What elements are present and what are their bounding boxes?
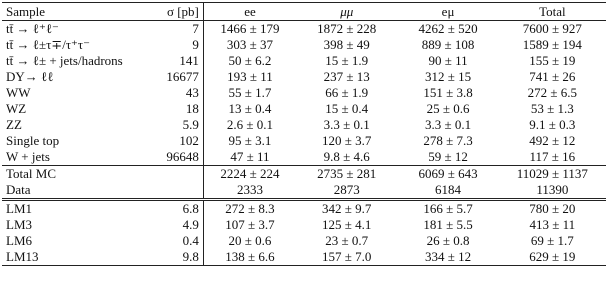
table-body xyxy=(2,21,606,266)
cell-mumu: 23 ± 0.7 xyxy=(325,233,369,248)
table-row xyxy=(2,53,606,69)
cell-total: 11029 ± 1137 xyxy=(499,166,606,183)
cell-ee: 1466 ± 179 xyxy=(220,21,280,36)
cell-total: 780 ± 20 xyxy=(499,200,606,218)
cell-total: 117 ± 16 xyxy=(529,149,576,164)
cell-mumu: 398 ± 49 xyxy=(323,37,370,52)
cell-total: 69 ± 1.7 xyxy=(530,233,574,248)
cell-ee: 193 ± 11 xyxy=(227,69,273,84)
cell-cross-section: 4.9 xyxy=(140,217,203,233)
cell-total: 7600 ± 927 xyxy=(522,21,582,36)
cell-cross-section: 18 xyxy=(140,101,203,117)
cell-emu: 166 ± 5.7 xyxy=(397,200,498,218)
cell-sample: tt̄ → ℓ±τ∓/τ⁺τ⁻ xyxy=(6,37,90,52)
cell-cross-section xyxy=(140,182,203,200)
cell-emu: 26 ± 0.8 xyxy=(426,233,470,248)
cell-mumu: 120 ± 3.7 xyxy=(322,133,372,148)
table-row xyxy=(2,166,606,183)
header-emu-label: eμ xyxy=(441,3,455,19)
table-row xyxy=(2,133,606,149)
cell-ee: 138 ± 6.6 xyxy=(203,249,296,266)
cell-total: 492 ± 12 xyxy=(529,133,576,148)
header-mumu xyxy=(296,3,397,21)
cell-cross-section: 7 xyxy=(140,21,203,38)
cell-ee: 47 ± 11 xyxy=(230,149,270,164)
table-header-row xyxy=(2,3,606,21)
cell-mumu: 2873 xyxy=(333,182,360,197)
cell-sample: LM3 xyxy=(6,217,32,232)
cell-sample: tt̄ → ℓ⁺ℓ⁻ xyxy=(6,21,59,36)
cell-emu: 6184 xyxy=(435,182,462,197)
cell-emu: 90 ± 11 xyxy=(428,53,468,68)
table-row xyxy=(2,217,606,233)
header-cross-section: σ [pb] xyxy=(140,3,203,21)
cell-emu: 6069 ± 643 xyxy=(397,166,498,183)
cell-total: 155 ± 19 xyxy=(529,53,576,68)
cell-mumu: 9.8 ± 4.6 xyxy=(323,149,370,164)
cell-cross-section: 0.4 xyxy=(140,233,203,249)
cell-ee: 272 ± 8.3 xyxy=(203,200,296,218)
table-row xyxy=(2,69,606,85)
cell-ee: 303 ± 37 xyxy=(226,37,274,52)
cell-total: 272 ± 6.5 xyxy=(527,85,578,100)
cell-sample: ZZ xyxy=(6,117,22,132)
cell-emu: 59 ± 12 xyxy=(428,149,468,164)
table-row xyxy=(2,117,606,133)
cell-mumu: 3.3 ± 0.1 xyxy=(323,117,370,132)
header-mumu-label: μμ xyxy=(340,3,354,19)
cell-mumu: 125 ± 4.1 xyxy=(322,217,372,232)
cell-ee: 55 ± 1.7 xyxy=(228,85,272,100)
cell-sample: Single top xyxy=(6,133,60,148)
header-ee: ee xyxy=(203,3,296,21)
cell-cross-section: 9 xyxy=(140,37,203,53)
cell-emu: 25 ± 0.6 xyxy=(426,101,470,116)
yields-table xyxy=(2,2,606,266)
cell-sample: tt̄ → ℓ± + jets/hadrons xyxy=(6,53,123,68)
cell-sample: Total MC xyxy=(2,166,140,183)
table-row xyxy=(2,101,606,117)
cell-cross-section: 96648 xyxy=(140,149,203,166)
cell-mumu: 342 ± 9.7 xyxy=(296,200,397,218)
table-row xyxy=(2,37,606,53)
cell-cross-section: 16677 xyxy=(140,69,203,85)
cell-mumu: 2735 ± 281 xyxy=(296,166,397,183)
cell-total: 741 ± 26 xyxy=(529,69,576,84)
cell-ee: 2.6 ± 0.1 xyxy=(226,117,274,132)
header-total: Total xyxy=(499,3,606,21)
table-row xyxy=(2,21,606,38)
header-sample: Sample xyxy=(2,3,140,21)
cell-emu: 278 ± 7.3 xyxy=(423,133,473,148)
cell-sample: LM1 xyxy=(2,200,140,218)
cell-sample: WZ xyxy=(6,101,27,116)
cell-emu: 889 ± 108 xyxy=(421,37,475,52)
cell-sample: DY→ ℓℓ xyxy=(6,69,54,84)
cell-mumu: 237 ± 13 xyxy=(323,69,370,84)
cell-emu: 334 ± 12 xyxy=(397,249,498,266)
cell-cross-section xyxy=(140,166,203,183)
cell-cross-section: 5.9 xyxy=(140,117,203,133)
cell-emu: 312 ± 15 xyxy=(424,69,472,84)
cell-emu: 181 ± 5.5 xyxy=(423,217,473,232)
cell-cross-section: 141 xyxy=(140,53,203,69)
header-emu xyxy=(397,3,498,21)
cell-cross-section: 6.8 xyxy=(140,200,203,218)
cell-total: 53 ± 1.3 xyxy=(530,101,574,116)
cell-mumu: 15 ± 0.4 xyxy=(325,101,369,116)
cell-emu: 4262 ± 520 xyxy=(418,21,478,36)
table-row xyxy=(2,200,606,218)
cell-sample: WW xyxy=(6,85,31,100)
cell-ee: 50 ± 6.2 xyxy=(228,53,272,68)
cell-sample: W + jets xyxy=(6,149,50,164)
cell-emu: 3.3 ± 0.1 xyxy=(424,117,472,132)
cell-total: 629 ± 19 xyxy=(499,249,606,266)
cell-ee: 2224 ± 224 xyxy=(203,166,296,183)
cell-mumu: 15 ± 1.9 xyxy=(325,53,369,68)
cell-ee: 20 ± 0.6 xyxy=(228,233,272,248)
cell-ee: 95 ± 3.1 xyxy=(228,133,272,148)
table-row xyxy=(2,149,606,166)
cell-total: 11390 xyxy=(536,182,569,197)
cell-cross-section: 9.8 xyxy=(140,249,203,266)
cell-total: 1589 ± 194 xyxy=(522,37,582,52)
cell-ee: 13 ± 0.4 xyxy=(228,101,272,116)
cell-cross-section: 102 xyxy=(140,133,203,149)
cell-emu: 151 ± 3.8 xyxy=(423,85,473,100)
table-row xyxy=(2,233,606,249)
cell-total: 413 ± 11 xyxy=(529,217,576,232)
cell-mumu: 157 ± 7.0 xyxy=(296,249,397,266)
cell-total: 9.1 ± 0.3 xyxy=(529,117,576,132)
cell-mumu: 1872 ± 228 xyxy=(317,21,377,36)
table-row xyxy=(2,249,606,266)
cell-sample: Data xyxy=(6,182,31,197)
table-row xyxy=(2,85,606,101)
cell-cross-section: 43 xyxy=(140,85,203,101)
cell-ee: 107 ± 3.7 xyxy=(225,217,275,232)
cell-sample: LM6 xyxy=(6,233,32,248)
cell-sample: LM13 xyxy=(2,249,140,266)
cell-mumu: 66 ± 1.9 xyxy=(325,85,369,100)
cell-ee: 2333 xyxy=(236,182,263,197)
table-row xyxy=(2,182,606,200)
